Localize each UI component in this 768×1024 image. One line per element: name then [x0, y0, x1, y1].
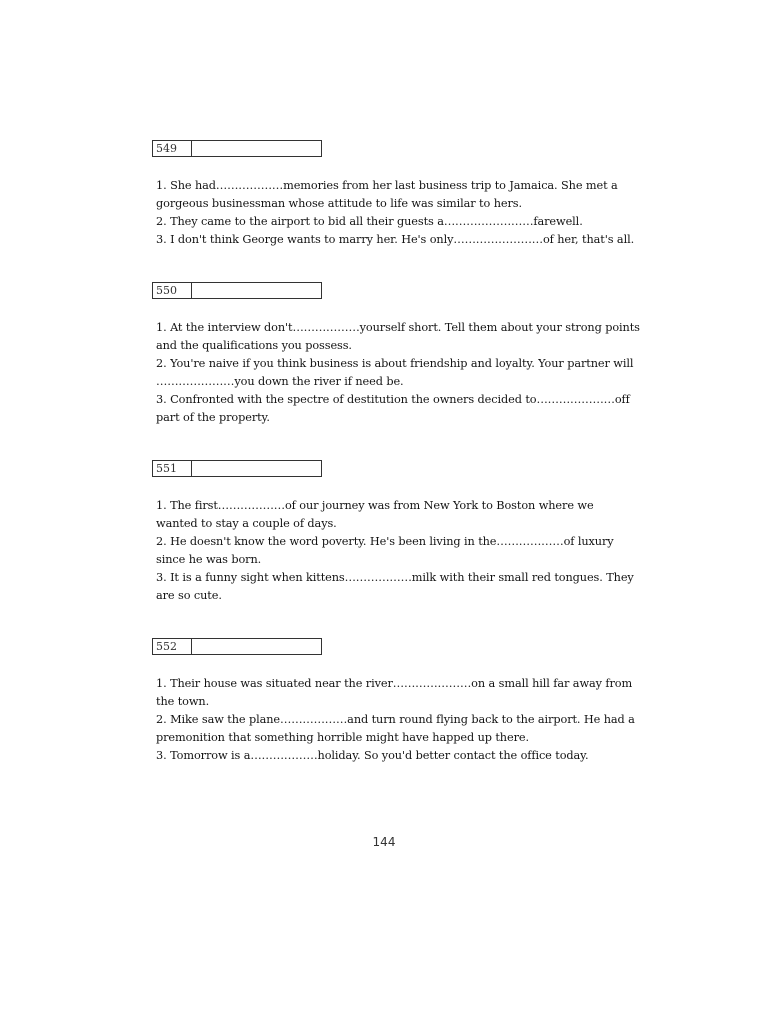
exercise-text	[152, 177, 635, 249]
text-line: wanted to stay a couple of days.	[156, 517, 337, 530]
answer-blank-box	[192, 639, 321, 654]
exercise-551	[152, 460, 632, 605]
text-line: gorgeous businessman whose attitude to life was similar to hers.	[156, 197, 522, 210]
text-line: 2. He doesn't know the word poverty. He's been living in the………………of luxury	[156, 535, 614, 548]
text-line: 2. They came to the airport to bid all their guests a……………………farewell.	[156, 215, 583, 228]
exercise-number-box	[152, 638, 322, 655]
answer-blank-box	[192, 283, 321, 298]
text-line: 3. Confronted with the spectre of destitution the owners decided to…………………off	[156, 393, 630, 406]
text-line: the town.	[156, 695, 210, 708]
text-line: 3. It is a funny sight when kittens………………milk with their small red tongues. They	[156, 571, 634, 584]
exercise-number: 552	[153, 639, 192, 654]
text-line: 1. Their house was situated near the river…………………on a small hill far away from	[156, 677, 633, 690]
text-line: 2. Mike saw the plane………………and turn round flying back to the airport. He had a	[156, 713, 635, 726]
text-line: 1. At the interview don't………………yourself short. Tell them about your strong points	[156, 321, 640, 334]
exercise-number-box	[152, 460, 322, 477]
exercise-number-box	[152, 140, 322, 157]
exercise-550	[152, 282, 640, 427]
text-line: 2. You're naive if you think business is about friendship and loyalty. Your partner will	[156, 357, 634, 370]
exercise-text	[152, 319, 640, 427]
text-line: are so cute.	[156, 589, 222, 602]
text-line: and the qualifications you possess.	[156, 339, 352, 352]
text-line: …………………you down the river if need be.	[156, 375, 404, 388]
text-line: premonition that something horrible might have happed up there.	[156, 731, 529, 744]
text-line: 3. I don't think George wants to marry her. He's only……………………of her, that's all.	[156, 233, 635, 246]
exercise-number: 550	[153, 283, 192, 298]
exercise-number-box	[152, 282, 322, 299]
exercise-text	[152, 675, 635, 765]
text-line: 1. She had………………memories from her last business trip to Jamaica. She met a	[156, 179, 618, 192]
answer-blank-box	[192, 461, 321, 476]
text-line: 3. Tomorrow is a………………holiday. So you'd better contact the office today.	[156, 749, 589, 762]
page-number: 144	[372, 835, 396, 849]
exercise-text	[152, 497, 632, 605]
answer-blank-box	[192, 141, 321, 156]
exercise-number: 551	[153, 461, 192, 476]
text-line: 1. The first………………of our journey was from New York to Boston where we	[156, 499, 594, 512]
exercise-552	[152, 638, 635, 765]
text-line: since he was born.	[156, 553, 262, 566]
exercise-number: 549	[153, 141, 192, 156]
exercise-549	[152, 140, 635, 249]
text-line: part of the property.	[156, 411, 270, 424]
